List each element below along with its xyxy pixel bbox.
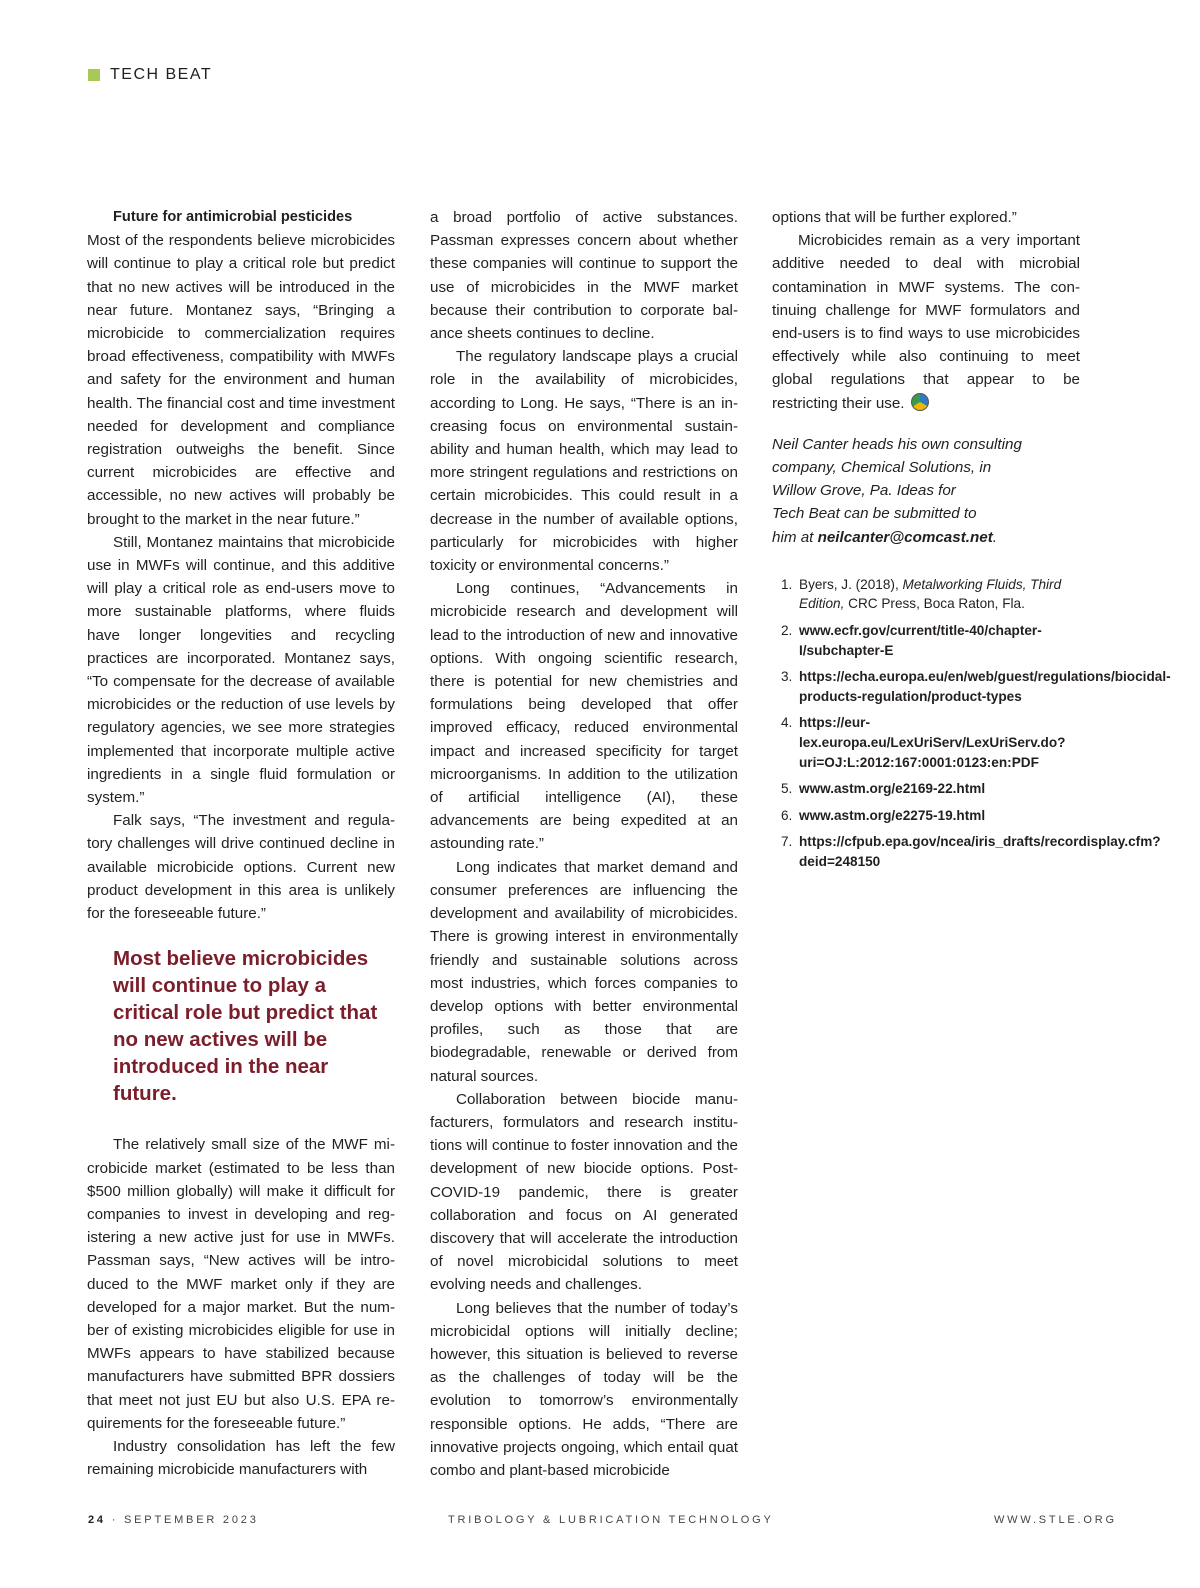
reference-item bbox=[772, 621, 1080, 660]
body-paragraph: Collaboration between biocide manufacturers, formulators and research institutions will continue to foster innovation and the development of new biocide options. Post-COVID-19 pandemic, there is greater collaboration and focus on AI generated discovery that will accelerate the introduction of novel microbicidal solutions to meet evolving needs and challenges. bbox=[430, 1090, 738, 1294]
issue-date: SEPTEMBER 2023 bbox=[124, 1514, 259, 1526]
reference-link[interactable]: www.ecfr.gov/current/title-40/chapter-I/subchapter-E bbox=[799, 623, 1042, 658]
column-3 bbox=[772, 206, 1171, 879]
reference-item bbox=[772, 806, 1080, 826]
bio-period: . bbox=[992, 528, 997, 546]
body-paragraph: Industry consolidation has left the few remaining microbicide manufacturers with bbox=[87, 1437, 395, 1479]
bio-line: Tech Beat can be submitted to bbox=[772, 505, 977, 523]
reference-number: 5. bbox=[781, 781, 793, 797]
body-paragraph: The regulatory landscape plays a crucial role in the availability of microbicides, according to Long. He says, “There is an increasing focus on environmental sustainability and human health, which may lead to more stringent regulations and restrictions on certain microbicides. This could result in a decrease in the number of available options, particularly for microbicides with higher toxicity or environmental concerns.” bbox=[430, 348, 738, 575]
pull-quote: Most believe microbicides will continue to play a critical role but predict that no new actives will be introduced in the near future. bbox=[113, 947, 378, 1106]
reference-number: 1. bbox=[781, 576, 793, 592]
body-paragraph: Still, Montanez maintains that microbicide use in MWFs will continue, and this additive will play a critical role as end-users move to more sustainable platforms, where fluids have longer longevities and recycling practices are incorporated. Montanez says, “To compensate for the decrease of available microbicides or the reduction of use levels by regulatory agencies, we see more strategies implemented that incorporate multiple active ingredients in a single fluid formulation or system.” bbox=[87, 533, 395, 807]
reference-number: 4. bbox=[781, 715, 793, 731]
bio-line: Willow Grove, Pa. Ideas for bbox=[772, 482, 956, 500]
column-1 bbox=[87, 206, 395, 1481]
reference-link[interactable]: https://eur-lex.europa.eu/LexUriServ/LexUriServ.do?uri=OJ:L:2012:167:0001:0123:en:PDF bbox=[799, 715, 1066, 770]
reference-author: Byers, J. (2018), bbox=[799, 576, 903, 592]
reference-item bbox=[772, 832, 1161, 871]
body-paragraph: Most of the respondents believe microbicides will continue to play a critical role but predict that no new actives will be introduced in the near future. Montanez says, “Bringing a microbicide to commercialization requires broad effectiveness, compatibility with MWFs and safety for the environment and human health. The financial cost and time investment needed for development and compliance registration outweighs the benefit. Since current microbicides are effective and accessible, no new actives will probably be brought to the market in the near future.” bbox=[87, 232, 395, 528]
body-paragraph: Long indicates that market demand and consumer preferences are influencing the development and availability of microbicides. There is growing interest in environmentally friendly and sustainable solutions across most industries, which forces companies to develop options with better environmental profiles, such as those that are biodegradable, renewable or derived from natural sources. bbox=[430, 858, 738, 1085]
reference-number: 7. bbox=[781, 834, 793, 850]
reference-link[interactable]: https://echa.europa.eu/en/web/guest/regulations/biocidal-products-regulation/product-types bbox=[799, 669, 1171, 704]
reference-number: 6. bbox=[781, 807, 793, 823]
column-2 bbox=[430, 206, 738, 1482]
page-number: 24 bbox=[88, 1514, 106, 1526]
reference-item bbox=[772, 667, 1171, 706]
bio-line bbox=[772, 526, 1080, 549]
bio-line-prefix: him at bbox=[772, 528, 818, 546]
reference-link[interactable]: https://cfpub.epa.gov/ncea/iris_drafts/recordisplay.cfm?deid=248150 bbox=[799, 834, 1161, 869]
reference-title: Metalworking Fluids, Third Edition, bbox=[799, 576, 1062, 612]
reference-publisher: CRC Press, Boca Raton, Fla. bbox=[844, 596, 1025, 612]
reference-link[interactable]: www.astm.org/e2169-22.html bbox=[799, 781, 986, 797]
subhead: Future for antimicrobial pesticides bbox=[113, 209, 353, 225]
footer-page-info bbox=[88, 1514, 259, 1526]
stle-logo-end-mark-icon bbox=[911, 393, 929, 411]
reference-number: 3. bbox=[781, 669, 793, 685]
references-list bbox=[772, 575, 1171, 872]
body-paragraph: Falk says, “The investment and regulatory challenges will drive continued decline in available microbicide options. Current new product development in this area is unlikely for the foreseeable future.” bbox=[87, 812, 395, 923]
publication-name: TRIBOLOGY & LUBRICATION TECHNOLOGY bbox=[448, 1514, 774, 1526]
body-paragraph: Long believes that the number of today’s microbicidal options will initially decline; however, this situation is believed to reverse as the challenges of today will be the evolution to tomorrow’s environmentally responsible options. He adds, “There are innovative projects ongoing, which entail quat combo and plant-based microbicide bbox=[430, 1299, 738, 1479]
reference-link[interactable]: www.astm.org/e2275-19.html bbox=[799, 807, 986, 823]
author-bio bbox=[772, 433, 1080, 549]
author-email-link[interactable]: neilcanter@comcast.net bbox=[817, 528, 993, 546]
body-paragraph bbox=[772, 229, 1080, 415]
footer-separator: · bbox=[111, 1514, 119, 1526]
section-label: TECH BEAT bbox=[110, 66, 213, 83]
reference-item bbox=[772, 713, 1080, 772]
body-paragraph: options that will be further explored.” bbox=[772, 209, 1017, 226]
closing-paragraph-text: Microbicides remain as a very important additive needed to deal with microbial contamination in MWF systems. The continuing challenge for MWF formulators and end-users is to find ways to use microbicides effectively while also continuing to meet global regulations that appear to be restricting their use. bbox=[772, 232, 1080, 412]
section-square-icon bbox=[88, 69, 100, 81]
reference-text bbox=[799, 575, 1080, 614]
bio-line: company, Chemical Solutions, in bbox=[772, 459, 992, 477]
reference-number: 2. bbox=[781, 623, 793, 639]
reference-item bbox=[772, 575, 1080, 614]
section-header bbox=[88, 66, 212, 84]
bio-line: Neil Canter heads his own consulting bbox=[772, 435, 1022, 453]
website-link[interactable]: WWW.STLE.ORG bbox=[994, 1514, 1117, 1526]
body-paragraph: Long continues, “Advancements in microbicide research and development will lead to the introduction of new and innovative options. With ongoing scientific research, there is potential for new chemistries and formulations being developed that offer improved efficacy, reduced environmental impact and increased specificity for target microorganisms. In addition to the utilization of artificial intelligence (AI), these advancements are being expedited at an astounding rate.” bbox=[430, 580, 738, 853]
reference-item bbox=[772, 779, 1080, 799]
body-paragraph: a broad portfolio of active substances. Passman expresses concern about whether these companies will continue to support the use of microbicides in the MWF market because their contribution to corporate balance sheets continues to decline. bbox=[430, 209, 738, 343]
body-paragraph: The relatively small size of the MWF microbicide market (estimated to be less than $500 million globally) will make it difficult for companies to invest in developing and registering a new active just for use in MWFs. Passman says, “New actives will be introduced to the MWF market only if they are developed for a major market. But the number of existing microbicides eligible for use in MWFs appears to have stabilized because manufacturers have submitted BPR dossiers that meet not just EU but also U.S. EPA requirements for the foreseeable future.” bbox=[87, 1136, 395, 1432]
